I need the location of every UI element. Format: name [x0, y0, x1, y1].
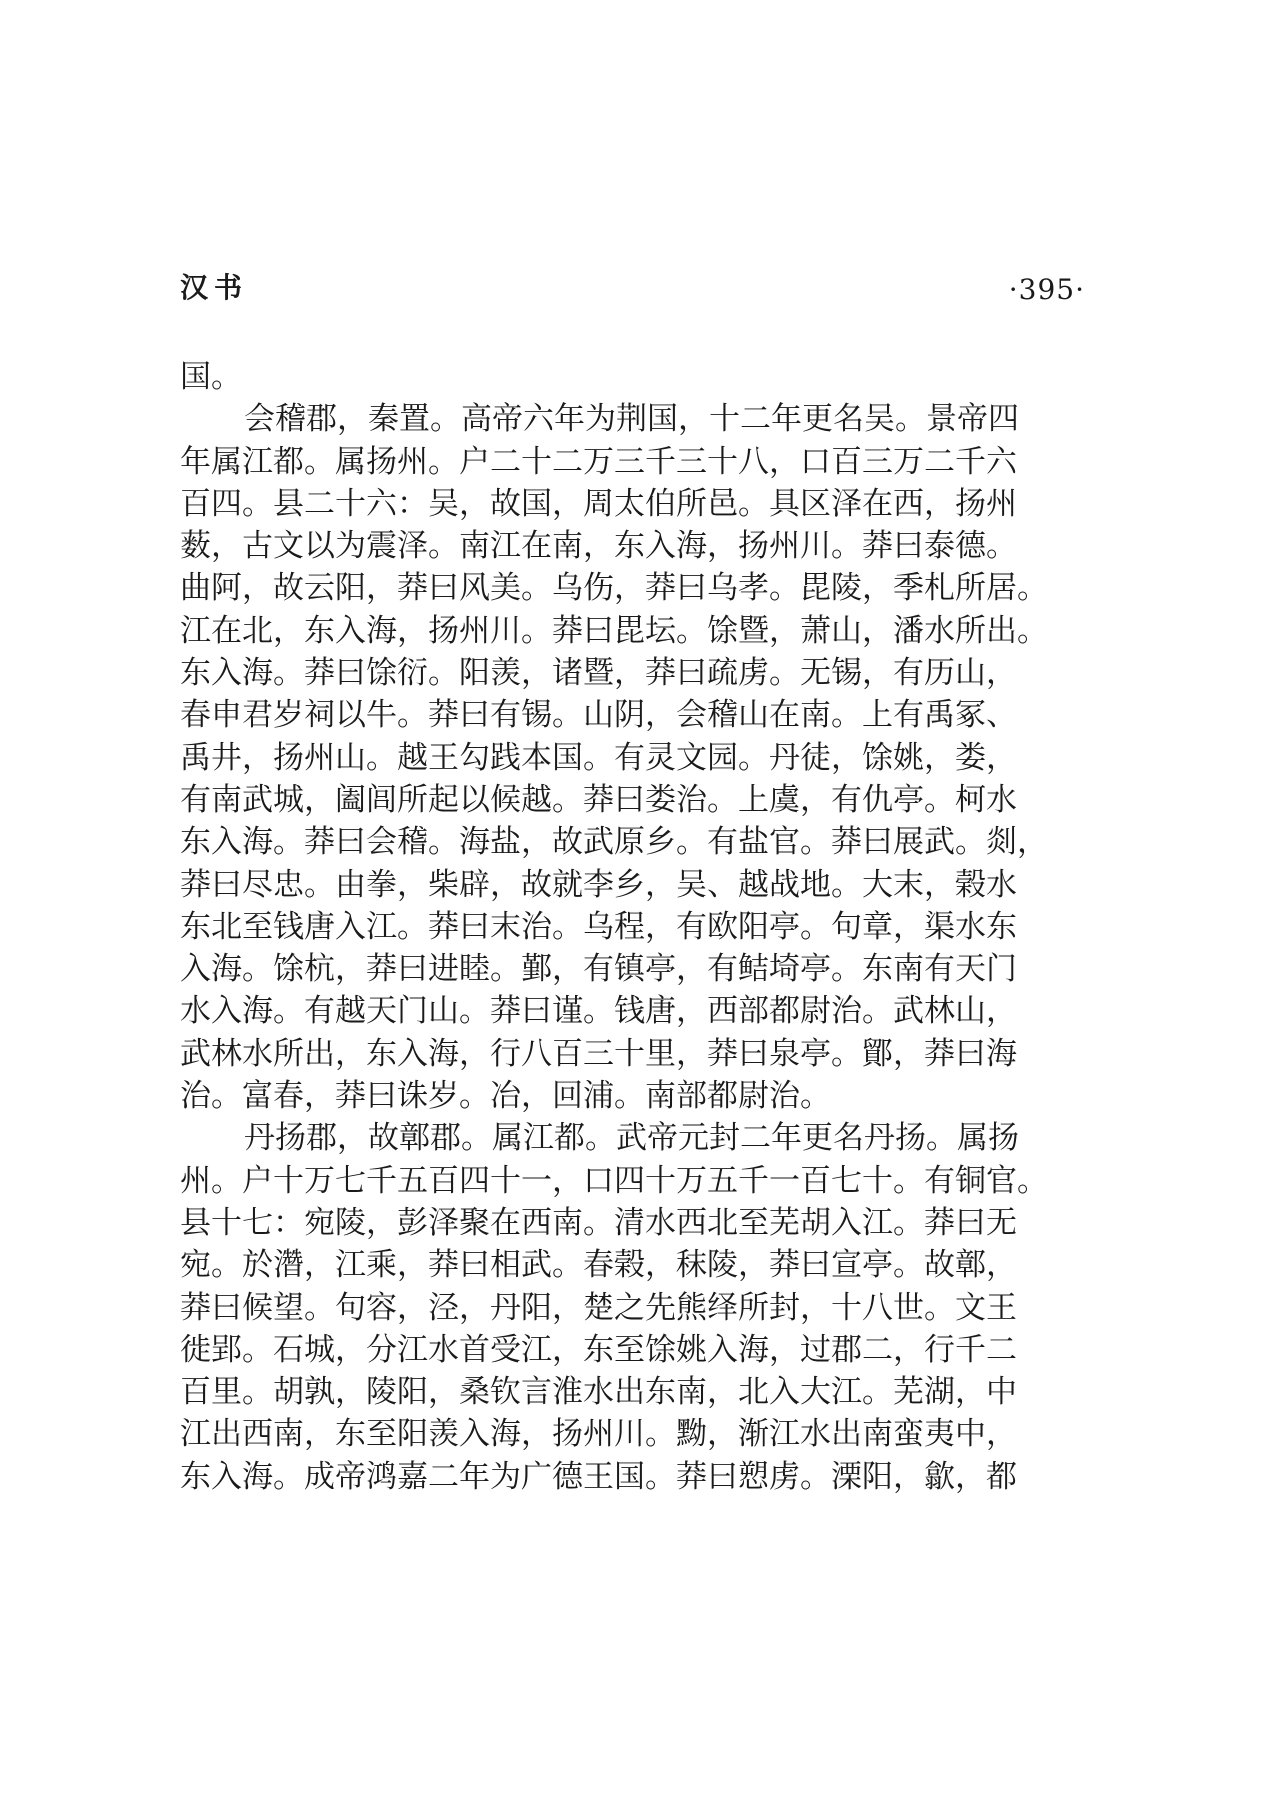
- text-line: 入海。馀杭，莽曰进睦。鄞，有镇亭，有鲒埼亭。东南有天门: [180, 951, 1017, 988]
- text-line: 年属江都。属扬州。户二十二万三千三十八，口百三万二千六: [180, 443, 1017, 480]
- text-line: 徙郢。石城，分江水首受江，东至馀姚入海，过郡二，行千二: [180, 1331, 1017, 1368]
- text-line: 东入海。莽曰馀衍。阳羡，诸暨，莽曰疏虏。无锡，有历山，: [180, 655, 1017, 692]
- text-line: 东入海。莽曰会稽。海盐，故武原乡。有盐官。莽曰展武。剡，: [180, 824, 1048, 861]
- text-line: 宛。於濳，江乘，莽曰相武。春榖，秣陵，莽曰宣亭。故鄣，: [180, 1247, 1017, 1284]
- paragraph-start-line: 会稽郡，秦置。高帝六年为荆国，十二年更名吴。景帝四: [244, 401, 1019, 438]
- text-line: 武林水所出，东入海，行八百三十里，莽曰泉亭。鄮，莽曰海: [180, 1035, 1017, 1072]
- page-number: ·395·: [1008, 273, 1085, 306]
- text-line: 东北至钱唐入江。莽曰末治。乌程，有欧阳亭。句章，渠水东: [180, 908, 1017, 945]
- text-line: 薮，古文以为震泽。南江在南，东入海，扬州川。莽曰泰德。: [180, 528, 1017, 565]
- text-line: 江出西南，东至阳羡入海，扬州川。黝，渐江水出南蛮夷中，: [180, 1416, 1017, 1453]
- text-line: 百四。县二十六：吴，故国，周太伯所邑。具区泽在西，扬州: [180, 485, 1017, 522]
- paragraph-start-line: 丹扬郡，故鄣郡。属江都。武帝元封二年更名丹扬。属扬: [244, 1120, 1019, 1157]
- text-line: 治。富春，莽曰诛岁。冶，回浦。南部都尉治。: [180, 1078, 831, 1115]
- text-line: 县十七：宛陵，彭泽聚在西南。清水西北至芜胡入江。莽曰无: [180, 1204, 1017, 1241]
- text-line: 春申君岁祠以牛。莽曰有锡。山阴，会稽山在南。上有禹冢、: [180, 697, 1017, 734]
- text-line: 江在北，东入海，扬州川。莽曰毘坛。馀暨，萧山，潘水所出。: [180, 612, 1048, 649]
- text-line: 有南武城，阖闾所起以候越。莽曰娄治。上虞，有仇亭。柯水: [180, 781, 1017, 818]
- text-line: 国。: [180, 359, 242, 395]
- text-line: 百里。胡孰，陵阳，桑钦言淮水出东南，北入大江。芜湖，中: [180, 1374, 1017, 1411]
- text-line: 州。户十万七千五百四十一，口四十万五千一百七十。有铜官。: [180, 1162, 1048, 1199]
- text-line: 东入海。成帝鸿嘉二年为广德王国。莽曰愬虏。溧阳，歙，都: [180, 1458, 1017, 1495]
- body-text: [180, 356, 1085, 1498]
- running-head-title: 汉书: [180, 271, 249, 304]
- text-line: 水入海。有越天门山。莽曰谨。钱唐，西部都尉治。武林山，: [180, 993, 1017, 1030]
- text-line: 曲阿，故云阳，莽曰风美。乌伤，莽曰乌孝。毘陵，季札所居。: [180, 570, 1048, 607]
- text-line: 莽曰候望。句容，泾，丹阳，楚之先熊绎所封，十八世。文王: [180, 1289, 1017, 1326]
- text-line: 莽曰尽忠。由拳，柴辟，故就李乡，吴、越战地。大末，榖水: [180, 866, 1017, 903]
- text-line: 禹井，扬州山。越王勾践本国。有灵文园。丹徒，馀姚，娄，: [180, 739, 1017, 776]
